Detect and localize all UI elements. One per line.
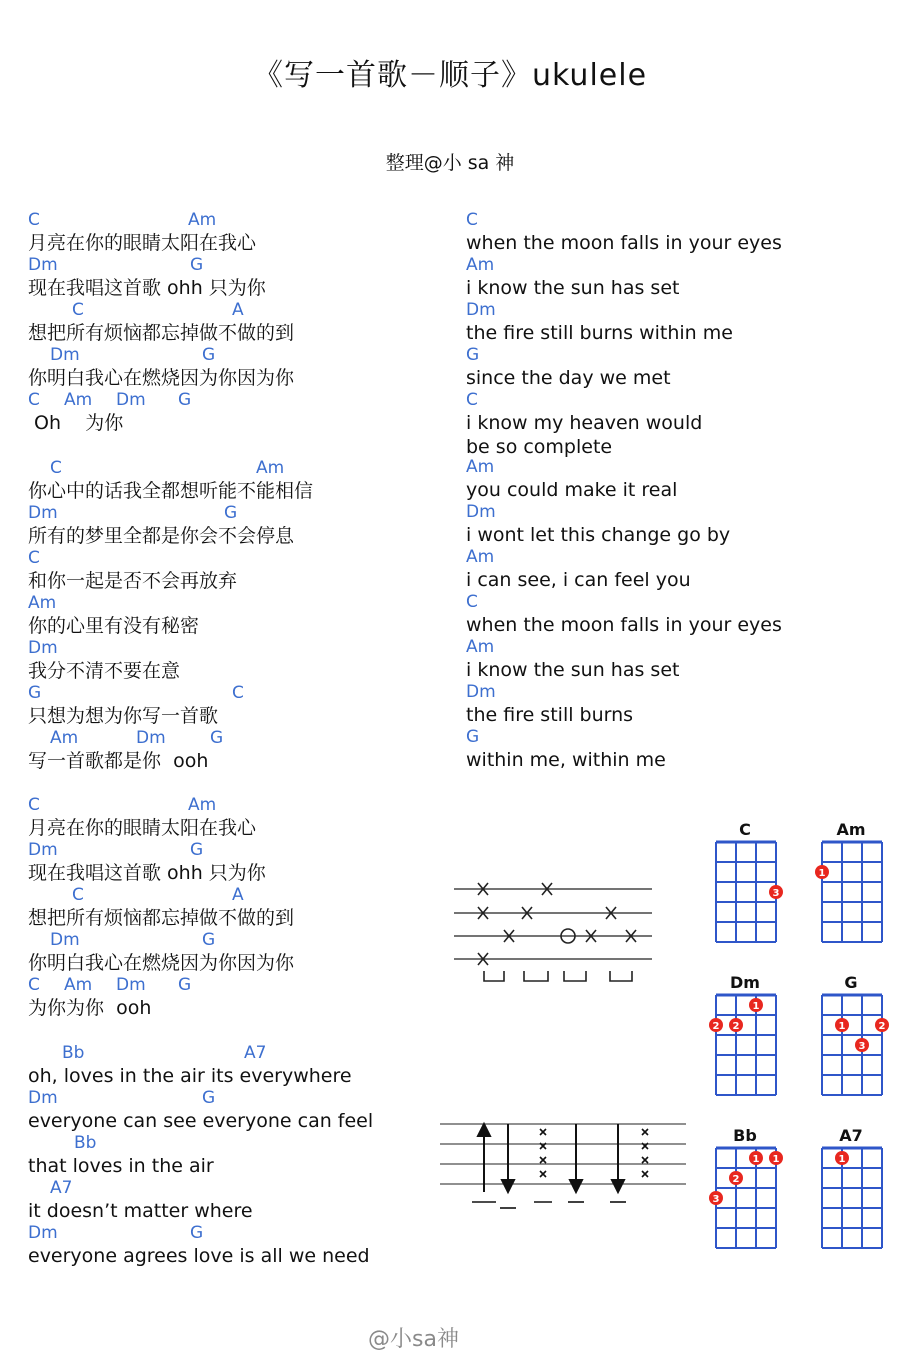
finger-number: 2 — [732, 1174, 740, 1185]
chord-label: A7 — [50, 1178, 73, 1198]
lyric-text: oh, loves in the air its everywhere — [28, 1065, 352, 1087]
finger-number: 1 — [752, 1154, 760, 1165]
chord-grid — [704, 838, 786, 950]
chord-label: A7 — [244, 1043, 267, 1063]
chord-label: C — [50, 458, 62, 478]
chord-label: Dm — [28, 840, 58, 860]
chord-label: G — [224, 503, 238, 523]
lyric-line — [28, 1088, 438, 1133]
lyric-text: 月亮在你的眼睛太阳在我心 — [28, 232, 257, 254]
lyric-text: 所有的梦里全都是你会不会停息 — [28, 525, 295, 547]
lyric-text: i know my heaven would — [466, 412, 703, 434]
english-verse — [466, 210, 886, 772]
chord-grid — [810, 1144, 892, 1256]
lyric-text: 想把所有烦恼都忘掉做不做的到 — [28, 322, 295, 344]
lyric-text: 写一首歌都是你 ooh — [28, 750, 209, 772]
lyric-text: when the moon falls in your eyes — [466, 614, 782, 636]
lyric-text: i can see, i can feel you — [466, 569, 691, 591]
lyric-line — [466, 300, 886, 345]
page-title: 《写一首歌－顺子》ukulele — [252, 58, 648, 93]
finger-dot — [855, 1038, 869, 1052]
fretboard-grid — [716, 995, 776, 1095]
lyric-line — [28, 548, 438, 593]
verse-4 — [28, 1043, 438, 1268]
lyric-line — [28, 390, 438, 435]
chord-label: G — [202, 1088, 216, 1108]
chord-label: G — [28, 683, 42, 703]
lyric-line — [466, 502, 886, 547]
lyric-line — [28, 795, 438, 840]
lyric-text: it doesn’t matter where — [28, 1200, 253, 1222]
chord-label: Dm — [50, 345, 80, 365]
finger-number: 2 — [878, 1021, 886, 1032]
finger-number: 1 — [772, 1154, 780, 1165]
chord-label: Dm — [28, 1088, 58, 1108]
chord-label: C — [28, 795, 40, 815]
lyric-text: i know the sun has set — [466, 277, 680, 299]
finger-dot — [749, 1151, 763, 1165]
lyric-text: within me, within me — [466, 749, 666, 771]
chord-label: Dm — [28, 1223, 58, 1243]
chord-label: G — [190, 840, 204, 860]
chord-label: Dm — [466, 502, 496, 522]
lyric-line — [28, 1178, 438, 1223]
finger-dot — [729, 1018, 743, 1032]
lyric-line — [466, 682, 886, 727]
lyric-text: 和你一起是否不会再放弃 — [28, 570, 238, 592]
fretboard-grid — [822, 995, 882, 1095]
lyric-text: Oh 为你 — [28, 412, 124, 434]
chord-label: Am — [188, 210, 217, 230]
chord-label: C — [72, 885, 84, 905]
finger-number: 2 — [712, 1021, 720, 1032]
lyric-line — [28, 638, 438, 683]
finger-dot — [769, 1151, 783, 1165]
lyric-line — [28, 683, 438, 728]
lyric-line — [466, 637, 886, 682]
lyric-text: that loves in the air — [28, 1155, 214, 1177]
chord-label: C — [72, 300, 84, 320]
lyric-line — [466, 435, 886, 457]
chord-label: Dm — [466, 682, 496, 702]
chord-name: G — [844, 973, 858, 992]
chord-label: G — [202, 930, 216, 950]
finger-dot — [749, 998, 763, 1012]
lyric-line — [28, 593, 438, 638]
lyric-line — [28, 840, 438, 885]
lyric-line — [28, 300, 438, 345]
chord-label: G — [466, 727, 480, 747]
chord-name: A7 — [839, 1126, 863, 1145]
lyric-text: the fire still burns — [466, 704, 634, 726]
lyric-line — [466, 390, 886, 435]
chord-label: G — [210, 728, 224, 748]
lyric-line — [28, 1223, 438, 1268]
finger-number: 1 — [818, 868, 826, 879]
strumming-pattern — [438, 1118, 690, 1218]
lyric-text: 你明白我心在燃烧因为你因为你 — [28, 367, 295, 389]
lyric-line — [28, 458, 438, 503]
chord-label: Am — [64, 975, 93, 995]
chord-label: G — [202, 345, 216, 365]
finger-number: 3 — [772, 888, 780, 899]
chord-label: G — [178, 390, 192, 410]
chord-label: G — [466, 345, 480, 365]
chord-grid — [810, 838, 892, 950]
chord-label: C — [28, 548, 40, 568]
chord-grid — [810, 991, 892, 1103]
lyric-line — [28, 1043, 438, 1088]
fretboard-grid — [822, 842, 882, 942]
finger-number: 1 — [838, 1021, 846, 1032]
lyric-text: 我分不清不要在意 — [28, 660, 181, 682]
finger-dot — [729, 1171, 743, 1185]
watermark: @小sa神 — [368, 1327, 459, 1352]
author-credit: 整理@小 sa 神 — [385, 152, 515, 174]
chord-label: Bb — [62, 1043, 85, 1063]
verse-1 — [28, 210, 438, 435]
chord-name: Bb — [733, 1126, 757, 1145]
chord-label: Am — [466, 637, 495, 657]
finger-dot — [769, 885, 783, 899]
chord-grid — [704, 991, 786, 1103]
fretboard-grid — [822, 1148, 882, 1248]
chord-label: Dm — [28, 255, 58, 275]
chord-label: Am — [28, 593, 57, 613]
chord-label: C — [28, 210, 40, 230]
chord-label: Am — [256, 458, 285, 478]
lyric-text: 你心中的话我全都想听能不能相信 — [28, 480, 314, 502]
chord-label: C — [466, 210, 478, 230]
finger-dot — [709, 1018, 723, 1032]
lyric-text: 为你为你 ooh — [28, 997, 152, 1019]
lyric-line — [28, 1133, 438, 1178]
verse-3 — [28, 795, 438, 1020]
lyric-text: since the day we met — [466, 367, 671, 389]
lyric-text: i wont let this change go by — [466, 524, 731, 546]
chord-label: C — [28, 975, 40, 995]
chord-label: Am — [64, 390, 93, 410]
chord-label: Dm — [116, 975, 146, 995]
lyric-line — [466, 592, 886, 637]
lyric-line — [466, 457, 886, 502]
finger-number: 3 — [712, 1194, 720, 1205]
chord-label: C — [28, 390, 40, 410]
lyric-text: 只想为想为你写一首歌 — [28, 705, 219, 727]
lyric-line — [28, 975, 438, 1020]
chord-label: Am — [50, 728, 79, 748]
lyric-line — [28, 345, 438, 390]
lyric-text: be so complete — [466, 436, 613, 458]
chord-label: Dm — [136, 728, 166, 748]
lyric-text: everyone agrees love is all we need — [28, 1245, 370, 1267]
lyric-text: you could make it real — [466, 479, 678, 501]
lyric-line — [28, 930, 438, 975]
lyric-text: 你明白我心在燃烧因为你因为你 — [28, 952, 295, 974]
chord-name: Dm — [730, 973, 760, 992]
fretboard-grid — [716, 842, 776, 942]
chord-label: Dm — [50, 930, 80, 950]
chord-label: C — [466, 592, 478, 612]
lyric-line — [28, 255, 438, 300]
lyric-text: 现在我唱这首歌 ohh 只为你 — [28, 862, 266, 884]
lyric-line — [28, 503, 438, 548]
lyric-text: the fire still burns within me — [466, 322, 733, 344]
chord-label: Am — [466, 457, 495, 477]
chord-label: Dm — [116, 390, 146, 410]
chord-label: G — [178, 975, 192, 995]
finger-dot — [709, 1191, 723, 1205]
lyric-line — [466, 210, 886, 255]
chord-label: A — [232, 300, 244, 320]
lyric-line — [466, 345, 886, 390]
chord-label: C — [466, 390, 478, 410]
chord-label: Dm — [28, 638, 58, 658]
lyric-line — [466, 547, 886, 592]
finger-dot — [815, 865, 829, 879]
lyric-text: 现在我唱这首歌 ohh 只为你 — [28, 277, 266, 299]
lyric-text: 想把所有烦恼都忘掉做不做的到 — [28, 907, 295, 929]
chord-grid — [704, 1144, 786, 1256]
chord-label: C — [232, 683, 244, 703]
lyric-line — [466, 255, 886, 300]
chord-name: C — [739, 820, 751, 839]
finger-number: 2 — [732, 1021, 740, 1032]
finger-dot — [835, 1018, 849, 1032]
lyric-line — [466, 727, 886, 772]
lyric-text: i know the sun has set — [466, 659, 680, 681]
chord-label: Dm — [466, 300, 496, 320]
chord-label: G — [190, 1223, 204, 1243]
chord-label: Am — [188, 795, 217, 815]
lyric-text: when the moon falls in your eyes — [466, 232, 782, 254]
lyric-line — [28, 728, 438, 773]
chord-label: Am — [466, 255, 495, 275]
chord-name: Am — [836, 820, 866, 839]
finger-number: 3 — [858, 1041, 866, 1052]
lyric-text: everyone can see everyone can feel — [28, 1110, 374, 1132]
chord-label: A — [232, 885, 244, 905]
chord-label: Am — [466, 547, 495, 567]
lyric-line — [28, 885, 438, 930]
lyric-line — [28, 210, 438, 255]
chord-label: Dm — [28, 503, 58, 523]
lyric-text: 月亮在你的眼睛太阳在我心 — [28, 817, 257, 839]
chord-label: G — [190, 255, 204, 275]
chord-label: Bb — [74, 1133, 97, 1153]
lyric-text: 你的心里有没有秘密 — [28, 615, 200, 637]
finger-number: 1 — [838, 1154, 846, 1165]
finger-number: 1 — [752, 1001, 760, 1012]
finger-dot — [875, 1018, 889, 1032]
verse-2 — [28, 458, 438, 773]
picking-pattern-tab — [450, 875, 660, 990]
finger-dot — [835, 1151, 849, 1165]
fretboard-grid — [716, 1148, 776, 1248]
